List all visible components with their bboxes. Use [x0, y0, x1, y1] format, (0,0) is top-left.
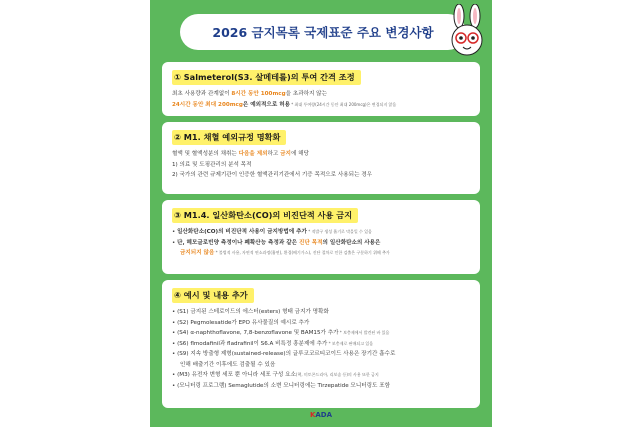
examples-list [172, 307, 470, 391]
section-text: • 단, 헤모글로빈양 측정이나 폐확산능 측정과 같은 진단 목적의 일산화탄소의 사용은 [172, 239, 381, 246]
section-header: ③ M1.4. 일산화탄소(CO)의 비진단적 사용 금지 [172, 208, 358, 223]
kada-logo: KADA [309, 411, 333, 419]
mascot-icon [444, 4, 490, 60]
list-item: • (S9) 지속 방출형 제형(sustained-release)의 글루코코르티코이드 사용은 장기간 흡수로 [172, 351, 396, 357]
section-examples [162, 280, 480, 408]
page-title: 2026 금지목록 국제표준 주요 변경사항 [180, 14, 466, 50]
section-salmeterol [162, 62, 480, 116]
section-blood [162, 122, 480, 194]
list-item: 인해 배출기간 이후에도 검출될 수 있음 [180, 361, 276, 368]
section-text: 최초 사용량과 관계없이 8시간 동안 100mcg을 초과하지 않는 [172, 91, 327, 97]
list-item: • (S6) flmodafinil과 fladrafinil이 S6.A 비특정 흥분제에 추가 * 보충제로 판매되고 있음 [172, 340, 374, 347]
section-co [162, 200, 480, 274]
list-item: • (S2) Pegmolesatide가 EPO 유사물질의 예시로 추가 [172, 319, 310, 326]
section-text: 금지되지 않음 * 불법적 사용, 자연적 연소과정(흡연), 환경(배기가스), 진단 절차로 인한 검출은 구분하기 위해 추가 [180, 250, 390, 256]
section-text: • 일산화탄소(CO)의 비진단적 사용이 금지방법에 추가 * 적발구 생성 흡기로 막을일 수 있음 [172, 229, 372, 235]
list-item: • (S4) α-naphthoflavone, 7,8-benzoflavone 및 BAM15가 추가 * 보충제에서 발견된 바 있음 [172, 330, 390, 336]
list-item: • (M3) 유전자 변형 세포 뿐 아니라 세포 구성 요소(핵, 미토콘드리아, 리보솜 등)의 사용 또한 금지 [172, 372, 379, 378]
section-header: ④ 예시 및 내용 추가 [172, 288, 254, 303]
list-item: • (S1) 금지된 스테로이드의 에스터(esters) 형태 금지가 명확화 [172, 309, 329, 315]
section-text: 24시간 동안 최대 200mcg은 예외적으로 허용 * 최대 투여량(24시간 동안 최대 200mcg)은 변경되지 않음 [172, 101, 397, 108]
section-text: 1) 의료 및 도핑관리의 분석 목적 [172, 161, 252, 168]
section-header: ② M1. 채혈 예외규정 명확화 [172, 130, 286, 145]
poster [150, 0, 492, 427]
section-text: 2) 국가의 관련 규제기관이 인증한 혈액관리기관에서 기증 목적으로 사용되는 경우 [172, 172, 373, 178]
section-header: ① Salmeterol(S3. 살메테롤)의 투여 간격 조정 [172, 70, 361, 85]
section-text: 혈액 및 혈액성분의 채취는 다음을 제외하고 금지에 해당 [172, 151, 309, 157]
list-item: • (모니터링 프로그램) Semaglutide의 소변 모니터링에는 Tirzepatide 모니터링도 포함 [172, 382, 391, 389]
